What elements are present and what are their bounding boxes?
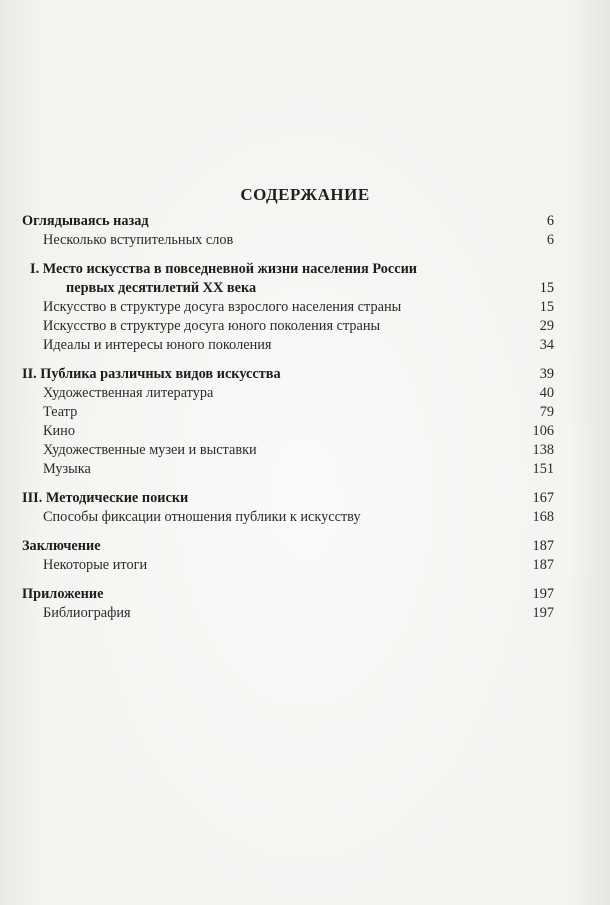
toc-heading-row[interactable] xyxy=(22,489,554,508)
toc-page-number: 39 xyxy=(539,366,554,382)
toc-item[interactable] xyxy=(22,317,554,336)
toc-heading: Приложение xyxy=(22,586,104,602)
toc-section xyxy=(22,212,554,250)
toc-item-label: Художественная литература xyxy=(43,385,214,401)
toc-section xyxy=(22,365,554,479)
toc-page-number: 138 xyxy=(532,442,554,458)
toc-heading: III. Методические поиски xyxy=(22,490,189,506)
toc-heading-wrap xyxy=(22,260,520,298)
toc-page-number: 6 xyxy=(546,232,554,248)
toc-item-label: Искусство в структуре досуга юного поколения страны xyxy=(43,318,381,334)
toc-item[interactable] xyxy=(22,460,554,479)
toc-section xyxy=(22,537,554,575)
toc-heading-row[interactable] xyxy=(22,365,554,384)
toc-page-number: 187 xyxy=(532,557,554,573)
table-of-contents xyxy=(22,212,554,633)
toc-page-number: 29 xyxy=(539,318,554,334)
toc-page-number: 197 xyxy=(532,586,554,602)
toc-item[interactable] xyxy=(22,403,554,422)
toc-heading-row[interactable] xyxy=(22,537,554,556)
toc-item-label: Идеалы и интересы юного поколения xyxy=(43,337,272,353)
toc-heading: II. Публика различных видов искусства xyxy=(22,366,281,382)
toc-heading-row[interactable] xyxy=(22,260,554,298)
toc-heading: I. Место искусства в повседневной жизни населения России xyxy=(30,261,418,277)
toc-item-label: Способы фиксации отношения публики к искусству xyxy=(43,509,361,525)
toc-item[interactable] xyxy=(22,384,554,403)
toc-page-number: 197 xyxy=(532,605,554,621)
toc-item-label: Несколько вступительных слов xyxy=(43,232,234,248)
toc-item[interactable] xyxy=(22,231,554,250)
toc-item[interactable] xyxy=(22,441,554,460)
toc-page-number: 6 xyxy=(546,213,554,229)
toc-page-number: 15 xyxy=(539,280,554,296)
toc-page-number: 106 xyxy=(532,423,554,439)
toc-heading-row[interactable] xyxy=(22,212,554,231)
toc-heading-row[interactable] xyxy=(22,585,554,604)
toc-item[interactable] xyxy=(22,422,554,441)
toc-heading: Заключение xyxy=(22,538,101,554)
toc-item-label: Библиография xyxy=(43,605,131,621)
toc-page-number: 15 xyxy=(539,299,554,315)
toc-page-number: 187 xyxy=(532,538,554,554)
toc-page-number: 167 xyxy=(532,490,554,506)
toc-item[interactable] xyxy=(22,298,554,317)
toc-page-number: 168 xyxy=(532,509,554,525)
toc-item[interactable] xyxy=(22,556,554,575)
toc-item-label: Музыка xyxy=(43,461,91,477)
toc-item[interactable] xyxy=(22,508,554,527)
toc-page-number: 151 xyxy=(532,461,554,477)
toc-item-label: Искусство в структуре досуга взрослого населения страны xyxy=(43,299,402,315)
toc-page-number: 79 xyxy=(539,404,554,420)
toc-page-number: 40 xyxy=(539,385,554,401)
toc-item[interactable] xyxy=(22,336,554,355)
toc-item-label: Некоторые итоги xyxy=(43,557,148,573)
toc-heading: Оглядываясь назад xyxy=(22,213,149,229)
toc-heading-line2: первых десятилетий XX века xyxy=(66,280,257,296)
page-title: СОДЕРЖАНИЕ xyxy=(240,185,370,205)
toc-item-label: Кино xyxy=(43,423,75,439)
toc-item[interactable] xyxy=(22,604,554,623)
toc-item-label: Художественные музеи и выставки xyxy=(43,442,257,458)
toc-section xyxy=(22,260,554,355)
toc-page-number: 34 xyxy=(539,337,554,353)
toc-section xyxy=(22,489,554,527)
toc-item-label: Театр xyxy=(43,404,78,420)
toc-section xyxy=(22,585,554,623)
